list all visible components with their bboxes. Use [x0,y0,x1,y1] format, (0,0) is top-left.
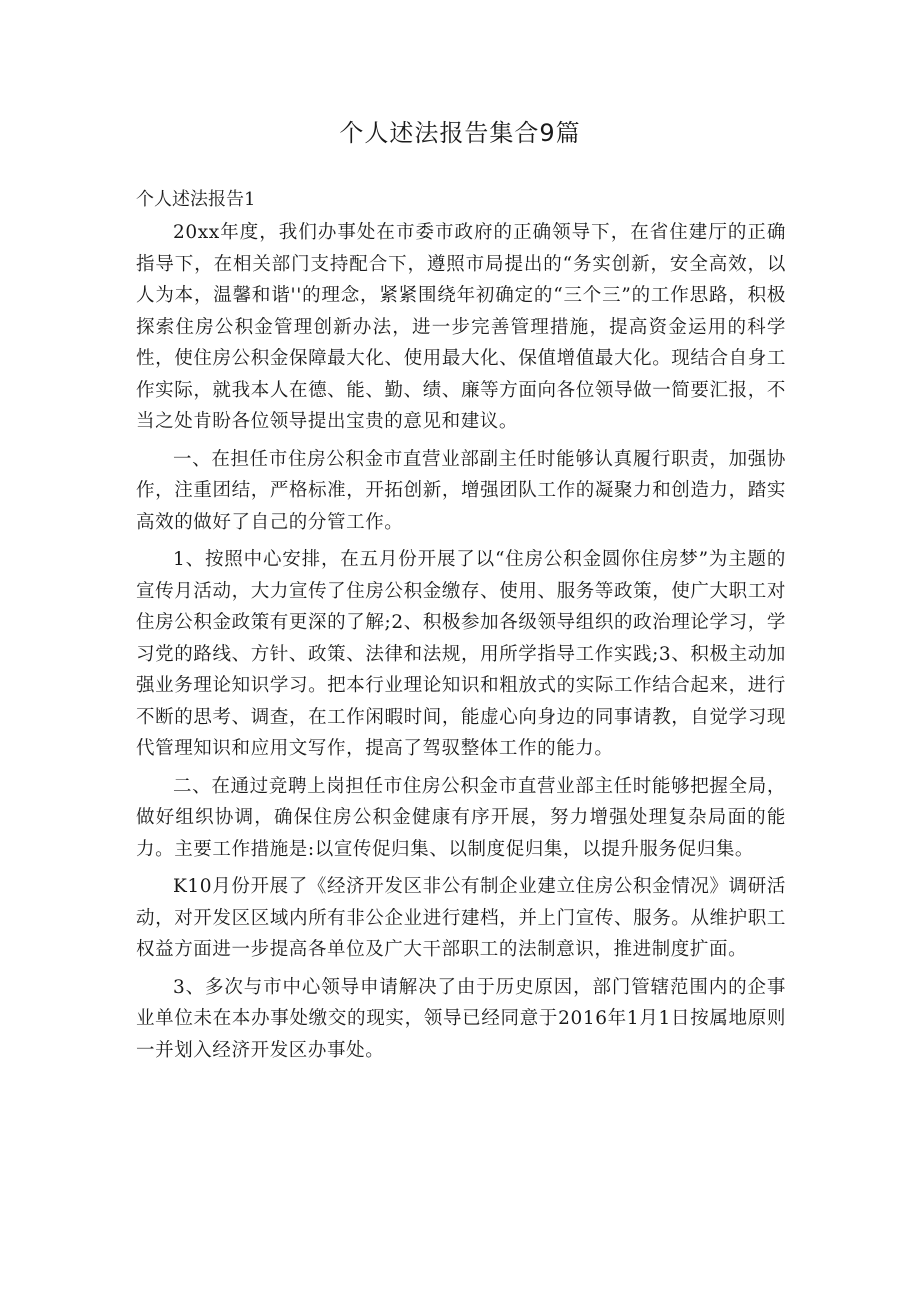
section-heading: 个人述法报告1 [136,189,256,210]
document-title: 个人述法报告集合9篇 [339,119,581,147]
paragraph-item-one: 1、按照中心安排，在五月份开展了以“住房公积金圆你住房梦”为主题的宣传月活动，大力宣传了住房公积金缴存、使用、服务等政策，使广大职工对住房公积金政策有更深的了解;2、积极参加各级领导组织的政治理论学习，学习党的路线、方针、政策、法律和法规，用所学指导工作实践;3、积极主动加强业务理论知识学习。把本行业理论知识和粗放式的实际工作结合起来，进行不断的思考、调查，在工作闲暇时间，能虚心向身边的同事请教，自觉学习现代管理知识和应用文写作，提高了驾驭整体工作的能力。 [136,549,786,759]
document-body [136,217,786,1066]
paragraph-survey: K10月份开展了《经济开发区非公有制企业建立住房公积金情况》调研活动，对开发区区域内所有非公企业进行建档，并上门宣传、服务。从维护职工权益方面进一步提高各单位及广大干部职工的法制意识，推进制度扩面。 [136,876,786,960]
paragraph-item-three: 3、多次与市中心领导申请解决了由于历史原因，部门管辖范围内的企事业单位未在本办事处缴交的现实，领导已经同意于2016年1月1日按属地原则一并划入经济开发区办事处。 [136,976,786,1061]
paragraph-section-one: 一、在担任市住房公积金市直营业部副主任时能够认真履行职责，加强协作，注重团结，严格标准，开拓创新，增强团队工作的凝聚力和创造力，踏实高效的做好了自己的分管工作。 [136,448,786,533]
paragraph-section-two: 二、在通过竞聘上岗担任市住房公积金市直营业部主任时能够把握全局，做好组织协调，确保住房公积金健康有序开展，努力增强处理复杂局面的能力。主要工作措施是:以宣传促归集、以制度促归集，以提升服务促归集。 [136,775,786,860]
paragraph-intro: 20xx年度，我们办事处在市委市政府的正确领导下，在省住建厅的正确指导下，在相关部门支持配合下，遵照市局提出的“务实创新，安全高效，以人为本，温馨和谐''的理念，紧紧围绕年初确定的“三个三”的工作思路，积极探索住房公积金管理创新办法，进一步完善管理措施，提高资金运用的科学性，使住房公积金保障最大化、使用最大化、保值增值最大化。现结合自身工作实际，就我本人在德、能、勤、绩、廉等方面向各位领导做一简要汇报，不当之处肯盼各位领导提出宝贵的意见和建议。 [136,222,786,432]
